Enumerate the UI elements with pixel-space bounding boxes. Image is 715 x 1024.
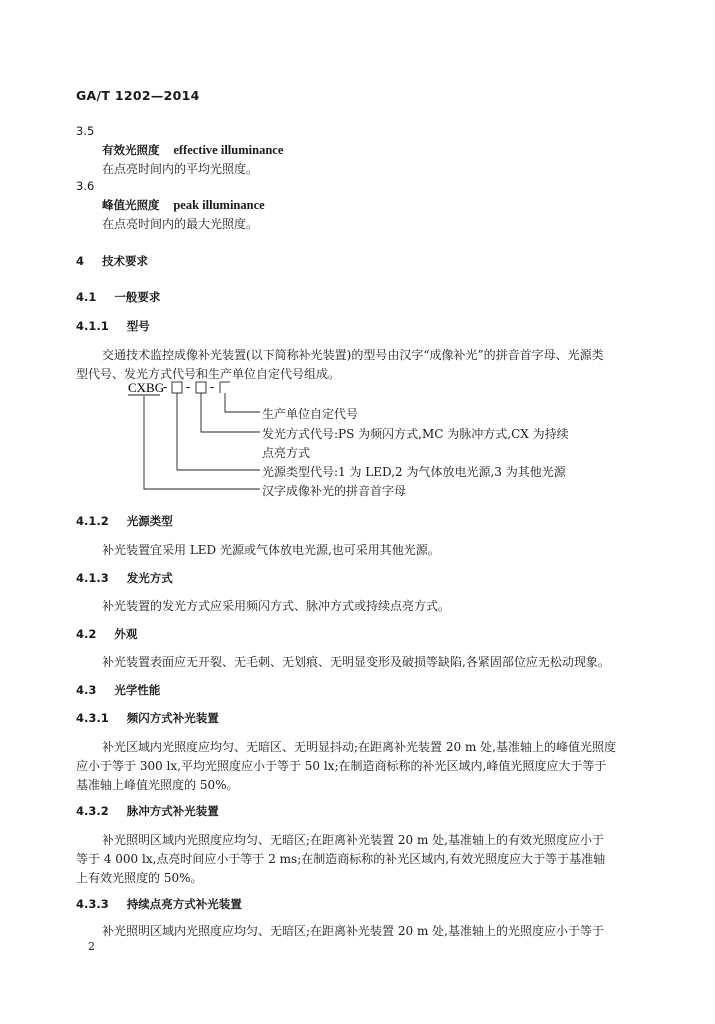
paragraph-line: 补光区域内光照度应均匀、无暗区、无明显抖动;在距离补光装置 20 m 处,基准轴上的峰值光照度	[102, 740, 616, 754]
diagram-label-manufacturer-code: 生产单位自定代号	[262, 407, 359, 421]
diagram-label-lighting-mode-cont: 点亮方式	[262, 446, 311, 460]
section-number: 4.3.3	[76, 897, 109, 911]
section-number: 4	[76, 254, 85, 268]
section-number: 4.3	[76, 683, 97, 697]
section-number: 4.1.2	[76, 514, 109, 528]
dash-1: -	[163, 380, 168, 394]
paragraph-line: 应小于等于 300 lx,平均光照度应小于等于 50 lx;在制造商标称的补光区域内,峰值光照度应大于等于	[76, 759, 607, 773]
diagram-label-lighting-mode: 发光方式代号:PS 为频闪方式,MC 为脉冲方式,CX 为持续	[262, 427, 569, 441]
section-title: 脉冲方式补光装置	[126, 804, 219, 818]
section-number: 4.1	[76, 290, 97, 304]
section-title: 光源类型	[126, 514, 173, 528]
section-title: 持续点亮方式补光装置	[126, 897, 242, 911]
section-number: 3.5	[76, 124, 95, 138]
section-heading	[76, 318, 150, 334]
section-heading	[76, 682, 160, 698]
paragraph-line: 补光装置的发光方式应采用频闪方式、脉冲方式或持续点亮方式。	[102, 599, 451, 613]
leader-line-2	[201, 393, 260, 432]
section-title: 外观	[114, 627, 138, 641]
paragraph-line: 补光装置表面应无开裂、无毛刺、无划痕、无明显变形及破损等缺陷,各紧固部位应无松动现象。	[102, 655, 610, 669]
section-heading	[76, 626, 137, 642]
paragraph-line: 基准轴上峰值光照度的 50%。	[76, 778, 239, 792]
section-heading	[76, 289, 160, 305]
term-chinese: 峰值光照度	[102, 198, 160, 212]
section-number: 4.1.1	[76, 319, 109, 333]
placeholder-box-2	[196, 382, 206, 393]
section-number: 4.3.2	[76, 804, 109, 818]
paragraph-line: 交通技术监控成像补光装置(以下简称补光装置)的型号由汉字“成像补光”的拼音首字母、光源类	[102, 348, 604, 362]
term-english: peak illuminance	[173, 198, 265, 212]
dash-3: -	[210, 380, 215, 394]
standard-header: GA/T 1202—2014	[76, 88, 200, 103]
model-code-prefix: CXBG	[128, 380, 165, 395]
section-title: 型号	[126, 319, 150, 333]
term-line	[102, 142, 283, 158]
section-title: 发光方式	[126, 571, 173, 585]
paragraph-line: 补光照明区域内光照度应均匀、无暗区;在距离补光装置 20 m 处,基准轴上的有效光照度应小于	[102, 833, 604, 847]
section-title: 频闪方式补光装置	[126, 711, 219, 725]
section-title: 光学性能	[114, 683, 161, 697]
term-definition: 在点亮时间内的平均光照度。	[102, 162, 259, 176]
section-heading	[76, 570, 173, 586]
leader-line-3	[177, 393, 260, 470]
placeholder-box-1	[172, 382, 182, 393]
term-chinese: 有效光照度	[102, 143, 160, 157]
section-number: 4.2	[76, 627, 97, 641]
page-number: 2	[88, 940, 95, 953]
section-number: 3.6	[76, 179, 95, 193]
paragraph-line: 型代号、发光方式代号和生产单位自定代号组成。	[76, 367, 341, 381]
section-number: 4.3.1	[76, 711, 109, 725]
diagram-label-pinyin-initials: 汉字成像补光的拼音首字母	[262, 484, 407, 498]
leader-line-4	[144, 396, 260, 489]
section-title: 一般要求	[114, 290, 161, 304]
section-title: 技术要求	[102, 254, 149, 268]
diagram-label-light-source: 光源类型代号:1 为 LED,2 为气体放电光源,3 为其他光源	[262, 465, 566, 479]
term-definition: 在点亮时间内的最大光照度。	[102, 217, 259, 231]
paragraph-line: 等于 4 000 lx,点亮时间应小于等于 2 ms;在制造商标称的补光区域内,有效光照度应大于等于基准轴	[76, 852, 606, 866]
section-heading	[76, 253, 148, 269]
term-line	[102, 197, 265, 213]
section-heading	[76, 513, 173, 529]
paragraph-line: 上有效光照度的 50%。	[76, 871, 203, 885]
section-number: 4.1.3	[76, 571, 109, 585]
dash-2: -	[186, 380, 191, 394]
leader-line-1	[225, 393, 260, 412]
paragraph-line: 补光照明区域内光照度应均匀、无暗区;在距离补光装置 20 m 处,基准轴上的光照度应小于等于	[102, 924, 604, 938]
section-heading	[76, 896, 242, 912]
paragraph-line: 补光装置宜采用 LED 光源或气体放电光源,也可采用其他光源。	[102, 543, 440, 557]
section-heading	[76, 803, 219, 819]
term-english: effective illuminance	[173, 143, 284, 157]
section-heading	[76, 710, 219, 726]
